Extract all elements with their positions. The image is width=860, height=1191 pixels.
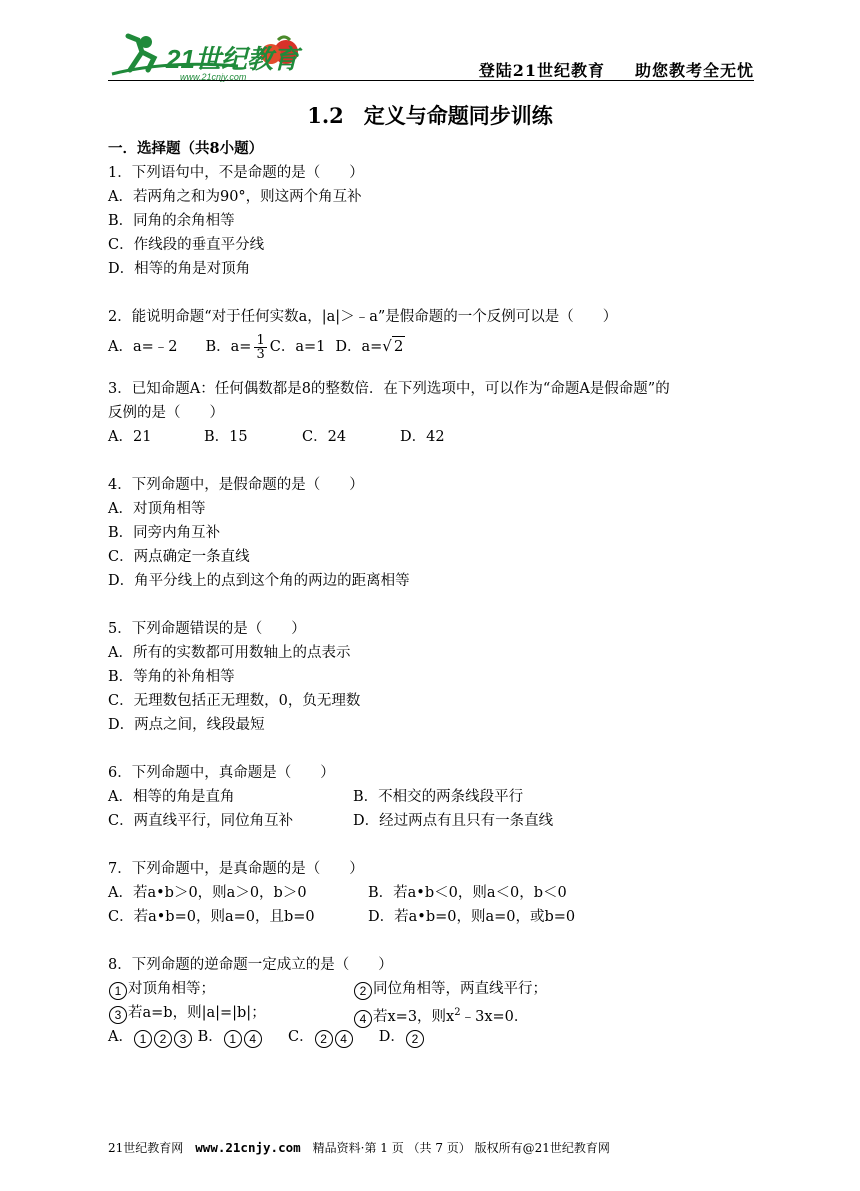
circled-number-1: 1 [134, 1030, 152, 1048]
option-d: D．相等的角是对顶角 [108, 261, 251, 277]
options-row [108, 809, 754, 833]
options-row [108, 329, 754, 363]
page-title [0, 100, 860, 130]
question-stem: 2．能说明命题“对于任何实数a，|a|＞﹣a”是假命题的一个反例可以是（ ） [108, 309, 618, 325]
question-stem: 8．下列命题的逆命题一定成立的是（ ） [108, 957, 393, 973]
statement-2-text: 同位角相等，两直线平行； [373, 981, 547, 997]
title-number: 1.2 [307, 103, 344, 128]
option-a: A．若a•b＞0，则a＞0，b＞0 [108, 885, 307, 901]
option-d-prefix: D．a= [335, 339, 383, 355]
fraction [254, 334, 266, 361]
option-a: A．21 [108, 429, 152, 445]
sqrt-sign: √ [382, 337, 392, 355]
question-7 [108, 857, 754, 929]
statement-4-text-end: ﹣3x=0． [460, 1008, 529, 1025]
option-c: C．24 [302, 429, 347, 445]
question-stem: 3．已知命题A：任何偶数都是8的整数倍．在下列选项中，可以作为“命题A是假命题”的 [108, 381, 670, 397]
question-3 [108, 377, 754, 449]
option-c: C．作线段的垂直平分线 [108, 237, 265, 253]
question-stem: 6．下列命题中，真命题是（ ） [108, 765, 335, 781]
footer-page-info: 精品资料·第 1 页 （共 7 页） 版权所有@21世纪教育网 [312, 1141, 610, 1155]
circled-number-1: 1 [109, 982, 127, 1000]
footer-site-name: 21世纪教育网 [108, 1141, 184, 1155]
option-d: D．两点之间，线段最短 [108, 717, 265, 733]
option-c: C．无理数包括正无理数，0，负无理数 [108, 693, 361, 709]
options-row [108, 785, 754, 809]
footer-url: www.21cnjy.com [195, 1140, 301, 1155]
option-d: D．若a•b=0，则a=0，或b=0 [368, 909, 576, 925]
option-a-label: A． [108, 1029, 133, 1045]
circled-number-2: 2 [354, 982, 372, 1000]
question-2 [108, 305, 754, 363]
option-b: B．同旁内角互补 [108, 525, 221, 541]
logo-text: 21世纪教育 [166, 44, 299, 74]
section-heading: 一．选择题（共8小题） [108, 140, 264, 157]
question-5 [108, 617, 754, 737]
question-1 [108, 161, 754, 281]
question-8 [108, 953, 754, 1049]
question-stem: 5．下列命题错误的是（ ） [108, 621, 306, 637]
fraction-denominator: 3 [256, 346, 265, 362]
option-b [198, 1029, 263, 1045]
option-b: B．15 [204, 429, 248, 445]
option-b: B．若a•b＜0，则a＜0，b＜0 [368, 885, 567, 901]
logo-url-text: www.21cnjy.com [180, 72, 247, 82]
square-root [382, 336, 405, 355]
question-stem: 4．下列命题中，是假命题的是（ ） [108, 477, 364, 493]
option-a: A．a=﹣2 [108, 339, 178, 355]
question-4 [108, 473, 754, 593]
circled-number-3: 3 [109, 1006, 127, 1024]
circled-number-4: 4 [244, 1030, 262, 1048]
header-divider [108, 80, 754, 81]
page-footer [108, 1139, 610, 1156]
question-stem: 1．下列语句中，不是命题的是（ ） [108, 165, 364, 181]
question-content [108, 137, 754, 1049]
question-stem: 7．下列命题中，是真命题的是（ ） [108, 861, 364, 877]
option-b-prefix: B．a= [205, 339, 252, 355]
options-row [108, 881, 754, 905]
option-b: B．不相交的两条线段平行 [353, 789, 524, 805]
option-d [379, 1029, 425, 1045]
title-text: 定义与命题同步训练 [363, 103, 553, 128]
circled-number-4: 4 [335, 1030, 353, 1048]
option-c: C．两直线平行，同位角互补 [108, 813, 294, 829]
option-c-label: C． [287, 1029, 314, 1045]
statements-row [108, 977, 754, 1001]
statement-2 [353, 977, 547, 1001]
circled-number-4: 4 [354, 1010, 372, 1028]
option-d-label: D． [378, 1029, 405, 1045]
statement-3 [108, 1001, 353, 1025]
options-row [108, 905, 754, 929]
circled-number-1: 1 [224, 1030, 242, 1048]
option-c [288, 1029, 354, 1045]
circled-number-2: 2 [315, 1030, 333, 1048]
page-header [108, 30, 754, 82]
option-d: D．42 [400, 429, 445, 445]
option-a [108, 1029, 193, 1045]
option-a: A．所有的实数都可用数轴上的点表示 [108, 645, 351, 661]
option-d: D．经过两点有且只有一条直线 [353, 813, 554, 829]
options-row [108, 425, 754, 449]
circled-number-2: 2 [406, 1030, 424, 1048]
statement-1 [108, 977, 353, 1001]
statements-row [108, 1001, 754, 1025]
statement-1-text: 对顶角相等； [128, 981, 215, 997]
option-b: B．等角的补角相等 [108, 669, 235, 685]
21cnjy-logo [108, 30, 308, 82]
header-login-text: 登陆21世纪教育 [478, 61, 605, 80]
circled-number-2: 2 [154, 1030, 172, 1048]
option-a: A．对顶角相等 [108, 501, 206, 517]
option-a: A．若两角之和为90°，则这两个角互补 [108, 189, 362, 205]
header-slogan-text: 助您教考全无忧 [634, 61, 754, 80]
options-row [108, 1025, 754, 1049]
option-c: C．若a•b=0，则a=0，且b=0 [108, 909, 315, 925]
option-d: D．角平分线上的点到这个角的两边的距离相等 [108, 573, 410, 589]
question-6 [108, 761, 754, 833]
option-c: C．a=1 [269, 339, 326, 355]
statement-4-text: 若x=3，则x [373, 1008, 455, 1025]
exponent: 2 [454, 1007, 461, 1018]
statement-3-text: 若a=b，则|a|=|b|； [128, 1005, 266, 1021]
option-b: B．同角的余角相等 [108, 213, 235, 229]
header-slogan [479, 58, 754, 81]
option-c: C．两点确定一条直线 [108, 549, 250, 565]
question-stem-continued: 反例的是（ ） [108, 405, 224, 421]
statement-4 [353, 1001, 528, 1025]
option-a: A．相等的角是直角 [108, 789, 235, 805]
radicand: 2 [393, 337, 404, 355]
option-b-label: B． [197, 1029, 223, 1045]
fraction-numerator: 1 [256, 332, 265, 348]
circled-number-3: 3 [174, 1030, 192, 1048]
